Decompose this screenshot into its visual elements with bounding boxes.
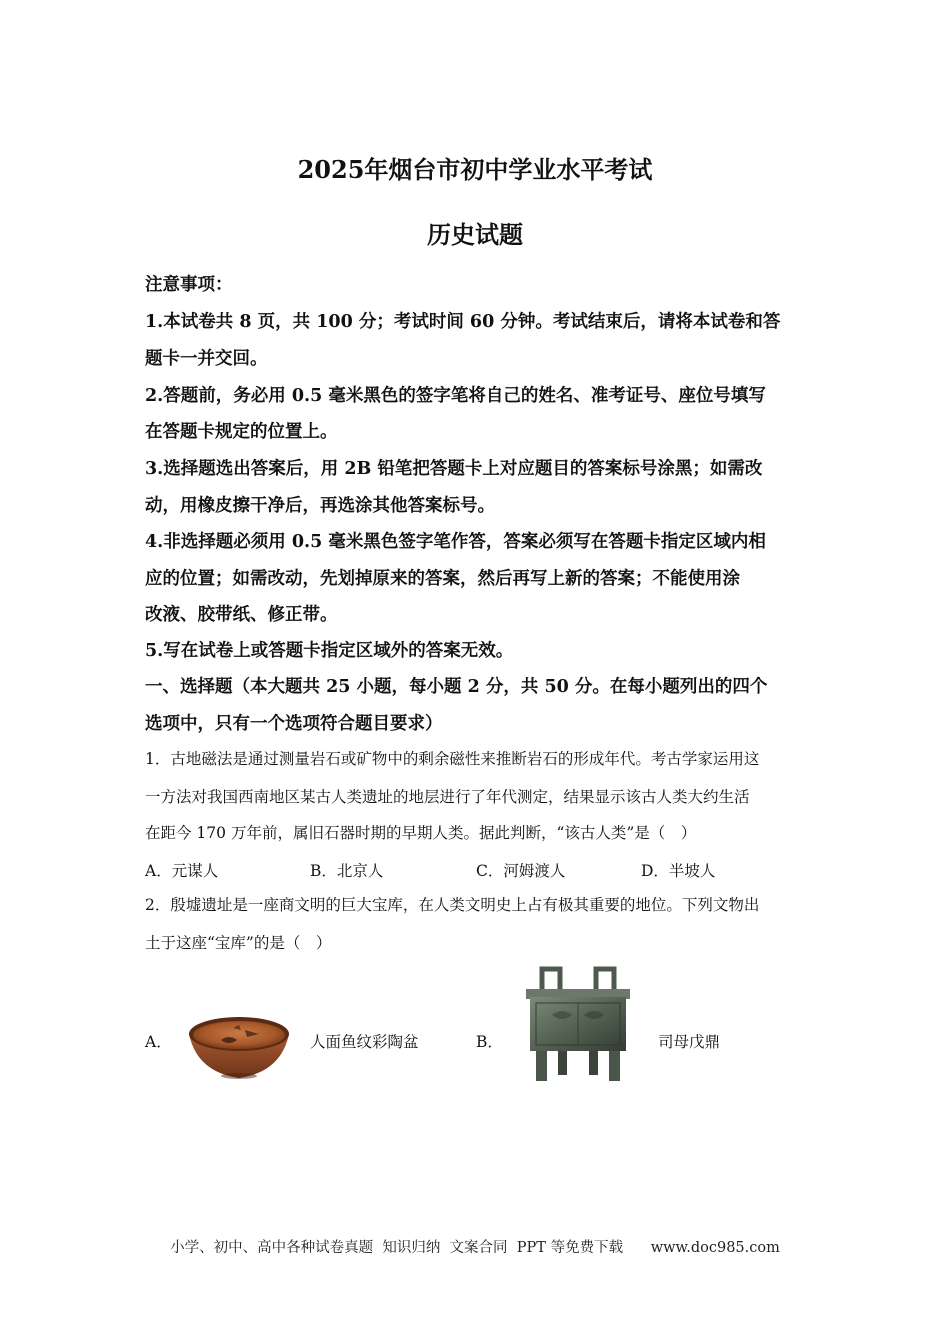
question-2-text: 土于这座“宝库”的是（ ） <box>145 934 332 952</box>
option-a-letter: A． <box>145 1033 172 1051</box>
notice-line: 在答题卡规定的位置上。 <box>145 422 338 442</box>
option-d: D．半坡人 <box>641 862 716 880</box>
bronze-ding-image <box>522 963 634 1085</box>
notice-line: 应的位置；如需改动，先划掉原来的答案，然后再写上新的答案；不能使用涂 <box>145 569 740 589</box>
question-1-text: 1．古地磁法是通过测量岩石或矿物中的剩余磁性来推断岩石的形成年代。考古学家运用这 <box>145 750 760 768</box>
exam-subtitle: 历史试题 <box>427 220 523 249</box>
notice-heading: 注意事项： <box>145 275 233 295</box>
notice-line: 1.本试卷共 8 页，共 100 分；考试时间 60 分钟。考试结束后，请将本试卷和答 <box>145 312 781 332</box>
notice-line: 5.写在试卷上或答题卡指定区域外的答案无效。 <box>145 641 514 661</box>
question-2-text: 2．殷墟遗址是一座商文明的巨大宝库，在人类文明史上占有极其重要的地位。下列文物出 <box>145 896 760 914</box>
exam-title: 2025年烟台市初中学业水平考试 <box>297 155 653 184</box>
section-heading: 选项中，只有一个选项符合题目要求） <box>145 714 443 734</box>
painted-pottery-basin-image <box>185 1012 293 1082</box>
notice-line: 3.选择题选出答案后，用 2B 铅笔把答题卡上对应题目的答案标号涂黑；如需改 <box>145 459 763 479</box>
option-c: C．河姆渡人 <box>476 862 566 880</box>
option-b-caption: 司母戊鼎 <box>658 1033 721 1051</box>
question-1-text: 一方法对我国西南地区某古人类遗址的地层进行了年代测定，结果显示该古人类大约生活 <box>145 788 750 806</box>
footer-text: 小学、初中、高中各种试卷真题 知识归纳 文案合同 PPT 等免费下载 www.doc985.com <box>170 1240 780 1256</box>
notice-line: 2.答题前，务必用 0.5 毫米黑色的签字笔将自己的姓名、准考证号、座位号填写 <box>145 386 766 406</box>
notice-line: 题卡一并交回。 <box>145 349 268 369</box>
option-b-letter: B． <box>476 1033 503 1051</box>
notice-line: 改液、胶带纸、修正带。 <box>145 605 338 625</box>
notice-line: 动，用橡皮擦干净后，再选涂其他答案标号。 <box>145 496 495 516</box>
option-a: A．元谋人 <box>145 862 219 880</box>
option-b: B．北京人 <box>310 862 384 880</box>
section-heading: 一、选择题（本大题共 25 小题，每小题 2 分，共 50 分。在每小题列出的四个 <box>145 677 768 697</box>
option-a-caption: 人面鱼纹彩陶盆 <box>310 1033 419 1051</box>
question-1-text: 在距今 170 万年前，属旧石器时期的早期人类。据此判断，“该古人类”是（ ） <box>145 824 697 842</box>
notice-line: 4.非选择题必须用 0.5 毫米黑色签字笔作答，答案必须写在答题卡指定区域内相 <box>145 532 766 552</box>
